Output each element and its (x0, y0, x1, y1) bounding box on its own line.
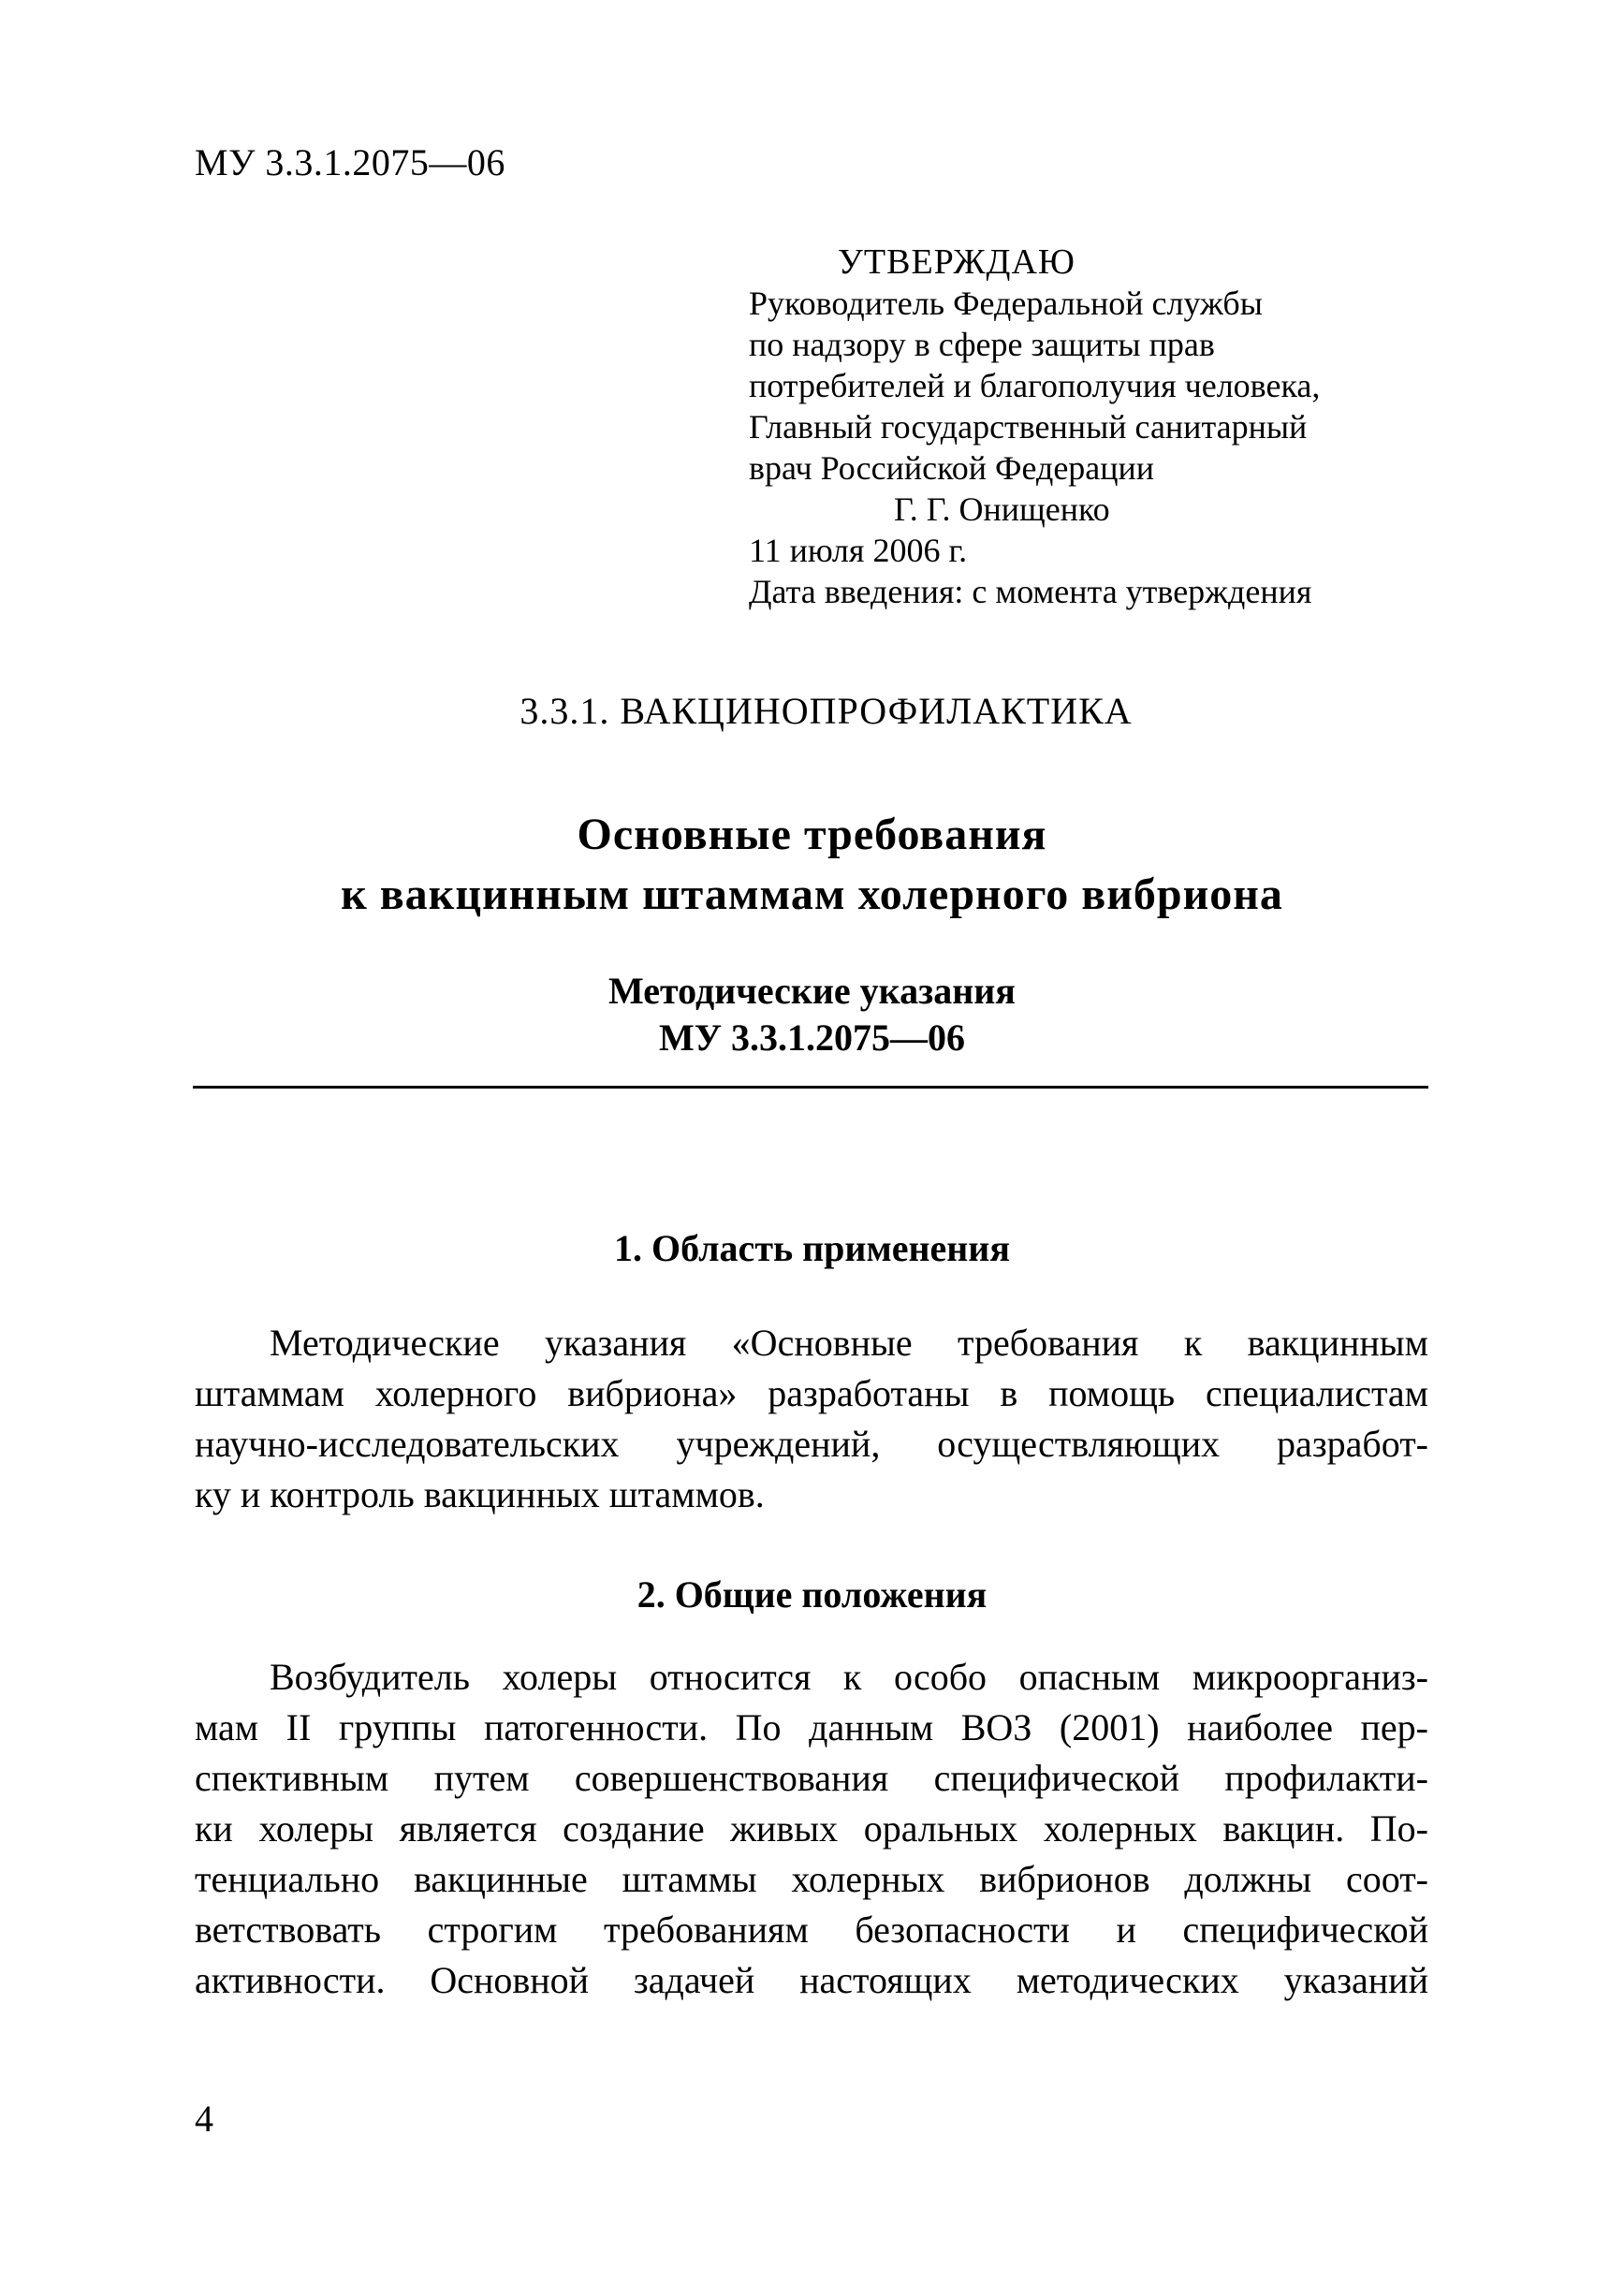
paragraph-line: спективным путем совершенствования специфической профилакти- (195, 1757, 1428, 1799)
document-code: МУ 3.3.1.2075—06 (195, 141, 505, 183)
paragraph-line: штаммам холерного вибриона» разработаны в помощь специалистам (195, 1372, 1428, 1414)
approval-block (749, 241, 1423, 612)
doc-type-code: МУ 3.3.1.2075—06 (658, 1016, 966, 1059)
approval-line: по надзору в сфере защиты прав (749, 326, 1215, 363)
approval-line: Руководитель Федеральной службы (749, 285, 1263, 322)
section-2-heading: 2. Общие положения (636, 1573, 988, 1616)
approval-line: потребителей и благополучия человека, (749, 367, 1321, 404)
effective-date: Дата введения: с момента утверждения (749, 573, 1312, 610)
approval-line: врач Российской Федерации (749, 449, 1155, 487)
approval-title: УТВЕРЖДАЮ (838, 242, 1075, 282)
section-2-paragraph (195, 1652, 1428, 2006)
section-header: 3.3.1. ВАКЦИНОПРОФИЛАКТИКА (519, 690, 1133, 732)
paragraph-line: мам II группы патогенности. По данным ВОЗ (2001) наиболее пер- (195, 1706, 1428, 1748)
paragraph-line: научно-исследовательских учреждений, осуществляющих разработ- (195, 1423, 1428, 1465)
paragraph-line: ку и контроль вакцинных штаммов. (195, 1473, 765, 1515)
approval-line: Главный государственный санитарный (749, 408, 1308, 446)
page-number: 4 (195, 2098, 213, 2140)
paragraph-line: тенциально вакцинные штаммы холерных вибрионов должны соот- (195, 1858, 1428, 1900)
section-1-heading: 1. Область применения (614, 1227, 1010, 1269)
paragraph-line: ки холеры является создание живых оральных холерных вакцин. По- (195, 1807, 1428, 1850)
paragraph-line: Методические указания «Основные требования к вакцинным (270, 1322, 1428, 1364)
approver-name: Г. Г. Онищенко (894, 490, 1110, 528)
document-type (0, 968, 1624, 1061)
paragraph-line: ветствовать строгим требованиям безопасности и специфической (195, 1908, 1428, 1951)
title-line: к вакцинным штаммам холерного вибриона (341, 870, 1283, 919)
section-1-paragraph (195, 1318, 1428, 1520)
approval-date: 11 июля 2006 г. (749, 532, 968, 569)
document-title (0, 805, 1624, 925)
paragraph-line: активности. Основной задачей настоящих методических указаний (195, 1959, 1428, 2001)
paragraph-line: Возбудитель холеры относится к особо опасным микроорганиз- (270, 1656, 1428, 1698)
horizontal-divider (193, 1086, 1428, 1089)
title-line: Основные требования (577, 810, 1047, 859)
doc-type-line: Методические указания (608, 970, 1016, 1012)
